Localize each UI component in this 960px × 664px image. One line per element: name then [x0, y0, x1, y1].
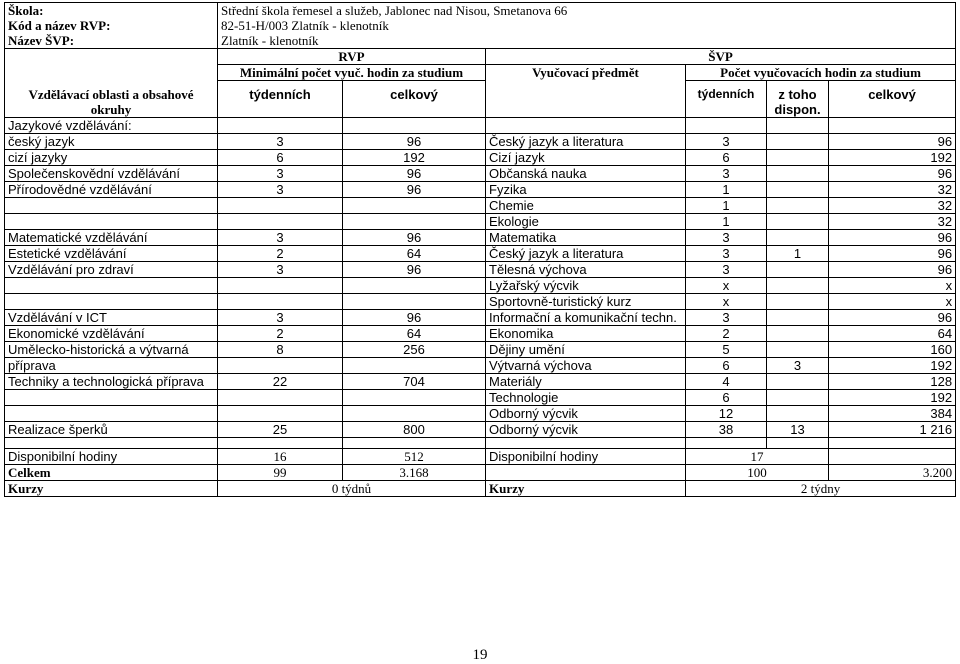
svp-total-cell: 32	[829, 214, 956, 230]
table-row	[5, 150, 956, 166]
area-cell: Jazykové vzdělávání:	[5, 118, 218, 134]
svp-weekly-cell: 38	[686, 422, 767, 438]
svp-total-cell: 96	[829, 310, 956, 326]
svp-disp-cell	[767, 150, 829, 166]
rvp-total-cell: 96	[343, 182, 486, 198]
empty-cell	[829, 449, 956, 465]
area-cell: příprava	[5, 358, 218, 374]
svp-total-cell	[829, 118, 956, 134]
svp-name-value: Zlatník - klenotník	[218, 33, 956, 49]
area-cell	[5, 198, 218, 214]
table-row	[5, 326, 956, 342]
rvp-total-cell: 64	[343, 326, 486, 342]
svp-total-cell: 32	[829, 182, 956, 198]
area-cell: Přírodovědné vzdělávání	[5, 182, 218, 198]
empty-cell	[486, 465, 686, 481]
rvp-weekly-cell: 2	[218, 326, 343, 342]
rvp-weekly-cell: 3	[218, 182, 343, 198]
school-value: Střední škola řemesel a služeb, Jablonec nad Nisou, Smetanova 66	[218, 3, 956, 19]
area-cell: Ekonomické vzdělávání	[5, 326, 218, 342]
svp-disp-cell	[767, 214, 829, 230]
svp-total-cell: 1 216	[829, 422, 956, 438]
subject-cell: Ekonomika	[486, 326, 686, 342]
area-cell: Vzdělávání v ICT	[5, 310, 218, 326]
svp-disp-cell	[767, 390, 829, 406]
rvp-weekly-cell: 3	[218, 262, 343, 278]
subject-cell: Odborný výcvik	[486, 422, 686, 438]
svp-weekly-cell: 3	[686, 166, 767, 182]
svp-total-cell: 96	[829, 262, 956, 278]
subject-cell: Dějiny umění	[486, 342, 686, 358]
total2-header: celkový	[829, 81, 956, 118]
empty-cell	[5, 438, 218, 449]
table-row	[5, 449, 956, 465]
svp-total-cell: 384	[829, 406, 956, 422]
rvp-weekly-cell: 3	[218, 134, 343, 150]
subject-cell: Sportovně-turistický kurz	[486, 294, 686, 310]
empty-cell	[686, 438, 767, 449]
table-row	[5, 465, 956, 481]
rvp-weekly-cell	[218, 198, 343, 214]
rvp-weekly-cell: 3	[218, 166, 343, 182]
table-row	[5, 166, 956, 182]
disp-svp-weekly: 17	[686, 449, 829, 465]
svp-weekly-cell: 2	[686, 326, 767, 342]
svp-disp-cell	[767, 262, 829, 278]
svp-disp-cell	[767, 374, 829, 390]
empty-cell	[218, 438, 343, 449]
rvp-code-label: Kód a název RVP:	[5, 18, 218, 33]
disp-rvp-weekly: 16	[218, 449, 343, 465]
area-header: Vzdělávací oblasti a obsahové okruhy	[5, 49, 218, 118]
rvp-total-cell	[343, 278, 486, 294]
subject-cell: Informační a komunikační techn.	[486, 310, 686, 326]
school-label: Škola:	[5, 3, 218, 19]
subject-cell: Chemie	[486, 198, 686, 214]
svp-disp-cell	[767, 342, 829, 358]
subject-cell: Výtvarná výchova	[486, 358, 686, 374]
rvp-weekly-cell	[218, 294, 343, 310]
table-row	[5, 198, 956, 214]
rvp-weekly-cell: 22	[218, 374, 343, 390]
table-row	[5, 230, 956, 246]
svp-weekly-cell: 1	[686, 182, 767, 198]
svp-total-cell: 96	[829, 230, 956, 246]
subject-cell: Materiály	[486, 374, 686, 390]
rvp-total-cell: 192	[343, 150, 486, 166]
table-row	[5, 262, 956, 278]
svp-weekly-cell: 3	[686, 134, 767, 150]
min-hours-header: Minimální počet vyuč. hodin za studium	[218, 65, 486, 81]
weekly2-header: týdenních	[686, 81, 767, 118]
rvp-total-cell	[343, 214, 486, 230]
svp-weekly-cell: 4	[686, 374, 767, 390]
rvp-total-cell: 96	[343, 310, 486, 326]
table-row	[5, 118, 956, 134]
svp-disp-cell	[767, 134, 829, 150]
rvp-weekly-cell	[218, 390, 343, 406]
rvp-weekly-cell: 6	[218, 150, 343, 166]
empty-cell	[829, 438, 956, 449]
total-header: celkový	[343, 81, 486, 118]
subject-cell: Občanská nauka	[486, 166, 686, 182]
rvp-total-cell: 96	[343, 134, 486, 150]
table-row	[5, 374, 956, 390]
subject-cell: Český jazyk a literatura	[486, 134, 686, 150]
rvp-total-cell	[343, 198, 486, 214]
table-row	[5, 422, 956, 438]
rvp-weekly-cell	[218, 118, 343, 134]
svp-weekly-cell: 5	[686, 342, 767, 358]
svp-disp-cell	[767, 294, 829, 310]
subject-cell: Tělesná výchova	[486, 262, 686, 278]
svp-total-cell: x	[829, 294, 956, 310]
svp-weekly-cell: x	[686, 278, 767, 294]
table-row	[5, 438, 956, 449]
svp-weekly-cell: 12	[686, 406, 767, 422]
svp-disp-cell: 1	[767, 246, 829, 262]
table-row	[5, 278, 956, 294]
rvp-total-cell	[343, 390, 486, 406]
total-svp-weekly: 100	[686, 465, 829, 481]
svp-total-cell: 192	[829, 150, 956, 166]
empty-cell	[486, 438, 686, 449]
courses-rvp: 0 týdnů	[218, 481, 486, 497]
area-cell: Matematické vzdělávání	[5, 230, 218, 246]
courses-svp: 2 týdny	[686, 481, 956, 497]
svp-weekly-cell: 1	[686, 214, 767, 230]
disp-header: z toho dispon.	[767, 81, 829, 118]
svp-disp-cell	[767, 166, 829, 182]
subject-cell	[486, 118, 686, 134]
table-row	[5, 390, 956, 406]
svp-total-cell: 160	[829, 342, 956, 358]
svp-total-cell: 32	[829, 198, 956, 214]
courses-label-svp: Kurzy	[486, 481, 686, 497]
svp-disp-cell	[767, 182, 829, 198]
disp-label: Disponibilní hodiny	[5, 449, 218, 465]
total-rvp-total: 3.168	[343, 465, 486, 481]
svp-disp-cell	[767, 230, 829, 246]
total-label: Celkem	[5, 465, 218, 481]
rvp-total-cell: 96	[343, 230, 486, 246]
rvp-total-cell: 800	[343, 422, 486, 438]
svp-weekly-cell: 6	[686, 150, 767, 166]
subject-cell: Cizí jazyk	[486, 150, 686, 166]
subject-cell: Odborný výcvik	[486, 406, 686, 422]
svp-disp-cell: 13	[767, 422, 829, 438]
svp-disp-cell	[767, 406, 829, 422]
svp-name-label: Název ŠVP:	[5, 33, 218, 49]
rvp-total-cell: 256	[343, 342, 486, 358]
rvp-weekly-cell	[218, 278, 343, 294]
subject-header: Vyučovací předmět	[486, 65, 686, 118]
rvp-total-cell	[343, 406, 486, 422]
svp-disp-cell: 3	[767, 358, 829, 374]
table-row	[5, 214, 956, 230]
school-row	[5, 3, 956, 19]
subject-cell: Matematika	[486, 230, 686, 246]
svp-total-cell: 128	[829, 374, 956, 390]
header-row-1	[5, 49, 956, 65]
svp-total-cell: 96	[829, 166, 956, 182]
rvp-total-cell: 96	[343, 166, 486, 182]
svp-weekly-cell: 1	[686, 198, 767, 214]
subject-cell: Fyzika	[486, 182, 686, 198]
rvp-total-cell: 96	[343, 262, 486, 278]
svp-disp-cell	[767, 118, 829, 134]
rvp-code-value: 82-51-H/003 Zlatník - klenotník	[218, 18, 956, 33]
rvp-weekly-cell	[218, 358, 343, 374]
rvp-weekly-cell: 3	[218, 310, 343, 326]
total-svp-total: 3.200	[829, 465, 956, 481]
table-row	[5, 294, 956, 310]
area-cell: český jazyk	[5, 134, 218, 150]
subject-cell: Technologie	[486, 390, 686, 406]
svp-disp-cell	[767, 198, 829, 214]
rvp-total-cell: 64	[343, 246, 486, 262]
rvp-weekly-cell: 8	[218, 342, 343, 358]
empty-cell	[767, 438, 829, 449]
svp-hours-header: Počet vyučovacích hodin za studium	[686, 65, 956, 81]
svp-weekly-cell: x	[686, 294, 767, 310]
svp-disp-cell	[767, 278, 829, 294]
table-row	[5, 134, 956, 150]
rvp-weekly-cell	[218, 214, 343, 230]
svp-weekly-cell: 3	[686, 310, 767, 326]
area-cell	[5, 214, 218, 230]
area-cell: Realizace šperků	[5, 422, 218, 438]
subject-cell: Ekologie	[486, 214, 686, 230]
subject-cell: Lyžařský výcvik	[486, 278, 686, 294]
area-cell	[5, 278, 218, 294]
area-cell: Společenskovědní vzdělávání	[5, 166, 218, 182]
area-cell: Techniky a technologická příprava	[5, 374, 218, 390]
svp-total-cell: 96	[829, 134, 956, 150]
rvp-weekly-cell: 2	[218, 246, 343, 262]
total-rvp-weekly: 99	[218, 465, 343, 481]
svp-header: ŠVP	[486, 49, 956, 65]
table-row	[5, 481, 956, 497]
weekly-header: týdenních	[218, 81, 343, 118]
svp-disp-cell	[767, 310, 829, 326]
table-row	[5, 310, 956, 326]
rvp-weekly-cell: 3	[218, 230, 343, 246]
rvp-header: RVP	[218, 49, 486, 65]
svp-weekly-cell: 6	[686, 358, 767, 374]
svp-weekly-cell: 3	[686, 230, 767, 246]
svp-disp-cell	[767, 326, 829, 342]
rvp-total-cell: 704	[343, 374, 486, 390]
rvp-weekly-cell	[218, 406, 343, 422]
rvp-code-row	[5, 18, 956, 33]
disp-rvp-total: 512	[343, 449, 486, 465]
area-cell	[5, 406, 218, 422]
area-cell: Estetické vzdělávání	[5, 246, 218, 262]
table-row	[5, 246, 956, 262]
area-cell: Umělecko-historická a výtvarná	[5, 342, 218, 358]
subject-cell: Český jazyk a literatura	[486, 246, 686, 262]
svp-weekly-cell: 3	[686, 246, 767, 262]
rvp-total-cell	[343, 118, 486, 134]
rvp-weekly-cell: 25	[218, 422, 343, 438]
svp-total-cell: 96	[829, 246, 956, 262]
rvp-total-cell	[343, 358, 486, 374]
svp-total-cell: 192	[829, 390, 956, 406]
disp-subject: Disponibilní hodiny	[486, 449, 686, 465]
rvp-total-cell	[343, 294, 486, 310]
svp-total-cell: 64	[829, 326, 956, 342]
curriculum-table	[4, 2, 956, 497]
area-cell	[5, 390, 218, 406]
area-cell	[5, 294, 218, 310]
table-row	[5, 342, 956, 358]
area-cell: Vzdělávání pro zdraví	[5, 262, 218, 278]
area-cell: cizí jazyky	[5, 150, 218, 166]
svp-total-cell: 192	[829, 358, 956, 374]
empty-cell	[343, 438, 486, 449]
table-row	[5, 182, 956, 198]
svp-weekly-cell: 3	[686, 262, 767, 278]
page-number: 19	[472, 647, 488, 663]
svp-name-row	[5, 33, 956, 49]
svp-weekly-cell	[686, 118, 767, 134]
svp-weekly-cell: 6	[686, 390, 767, 406]
table-row	[5, 406, 956, 422]
courses-label: Kurzy	[5, 481, 218, 497]
table-row	[5, 358, 956, 374]
svp-total-cell: x	[829, 278, 956, 294]
